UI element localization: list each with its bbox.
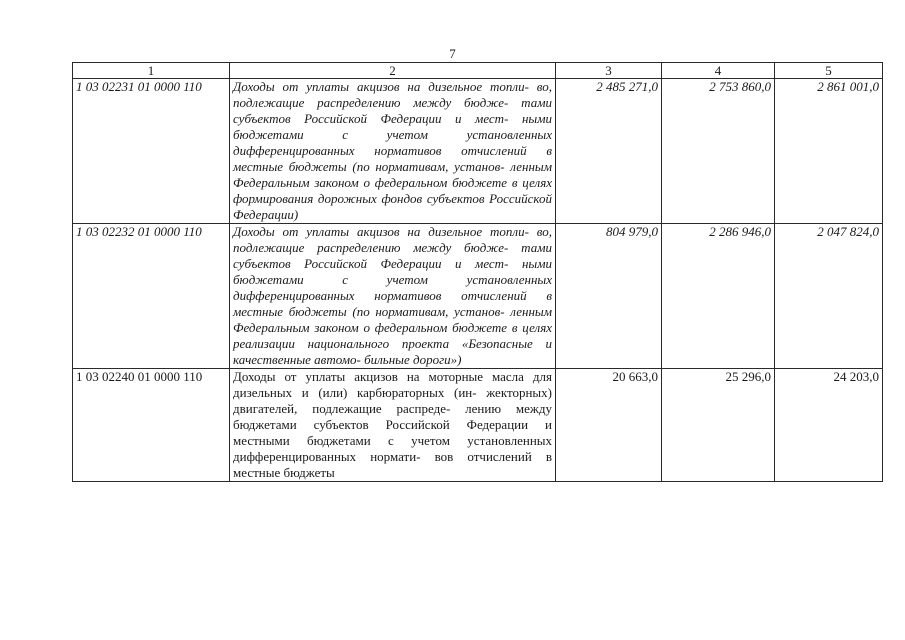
- description-line: вов отчислений в местные бюджеты: [233, 449, 553, 480]
- column-header-3: 3: [556, 63, 662, 79]
- description-line: жекторных) двигателей, подлежащие распреде-: [233, 385, 552, 416]
- description-line: бюджете в целях формирования дорожных: [233, 175, 553, 206]
- description-line: бюджете в целях реализации национального: [233, 320, 553, 351]
- column-header-4: 4: [662, 63, 775, 79]
- description-line: фондов субъектов Российской Федерации): [233, 191, 553, 222]
- description-line: Доходы от уплаты акцизов на моторные масла: [233, 369, 524, 384]
- amount-col4: 2 286 946,0: [662, 224, 775, 369]
- description-line: Доходы от уплаты акцизов на дизельное топли-: [233, 79, 529, 94]
- description-line: местные бюджеты (по нормативам, установ-: [233, 159, 505, 174]
- description-line: дифференцированных нормативов отчислений в: [233, 143, 552, 158]
- description-line: Федерации и местными бюджетами с учетом: [233, 417, 552, 448]
- description-line: во, подлежащие распределению между бюдже-: [233, 79, 553, 110]
- budget-code: 1 03 02240 01 0000 110: [73, 369, 230, 482]
- description-line: для дизельных и (или) карбюраторных (ин-: [233, 369, 553, 400]
- budget-revenue-table: [72, 62, 883, 482]
- column-header-2: 2: [230, 63, 556, 79]
- amount-col5: 24 203,0: [775, 369, 883, 482]
- description-line: ленным Федеральным законом о федеральном: [233, 304, 553, 335]
- description-line: ленным Федеральным законом о федеральном: [233, 159, 553, 190]
- column-header-5: 5: [775, 63, 883, 79]
- page-number: 7: [449, 46, 456, 61]
- amount-col5: 2 047 824,0: [775, 224, 883, 369]
- budget-code: 1 03 02232 01 0000 110: [73, 224, 230, 369]
- revenue-description: [230, 79, 556, 224]
- column-header-1: 1: [73, 63, 230, 79]
- description-line: местные бюджеты (по нормативам, установ-: [233, 304, 505, 319]
- amount-col3: 804 979,0: [556, 224, 662, 369]
- amount-col4: 25 296,0: [662, 369, 775, 482]
- description-line: ными бюджетами с учетом установленных: [233, 111, 552, 142]
- table-row: [73, 79, 883, 224]
- description-line: Доходы от уплаты акцизов на дизельное топли-: [233, 224, 529, 239]
- description-line: тами субъектов Российской Федерации и мест-: [233, 240, 553, 271]
- description-line: ными бюджетами с учетом установленных: [233, 256, 552, 287]
- description-line: дифференцированных нормативов отчислений в: [233, 288, 552, 303]
- table-header-row: [73, 63, 883, 79]
- revenue-description: [230, 224, 556, 369]
- revenue-description: [230, 369, 556, 482]
- amount-col5: 2 861 001,0: [775, 79, 883, 224]
- description-line: установленных дифференцированных нормати-: [233, 433, 553, 464]
- description-line: тами субъектов Российской Федерации и мест-: [233, 95, 553, 126]
- description-line: бильные дороги»): [364, 352, 462, 367]
- table-row: [73, 369, 883, 482]
- description-line: во, подлежащие распределению между бюдже-: [233, 224, 553, 255]
- description-line: лению между бюджетами субъектов Российской: [233, 401, 552, 432]
- amount-col3: 20 663,0: [556, 369, 662, 482]
- description-line: проекта «Безопасные и качественные автомо-: [233, 336, 553, 367]
- table-row: [73, 224, 883, 369]
- amount-col4: 2 753 860,0: [662, 79, 775, 224]
- amount-col3: 2 485 271,0: [556, 79, 662, 224]
- budget-code: 1 03 02231 01 0000 110: [73, 79, 230, 224]
